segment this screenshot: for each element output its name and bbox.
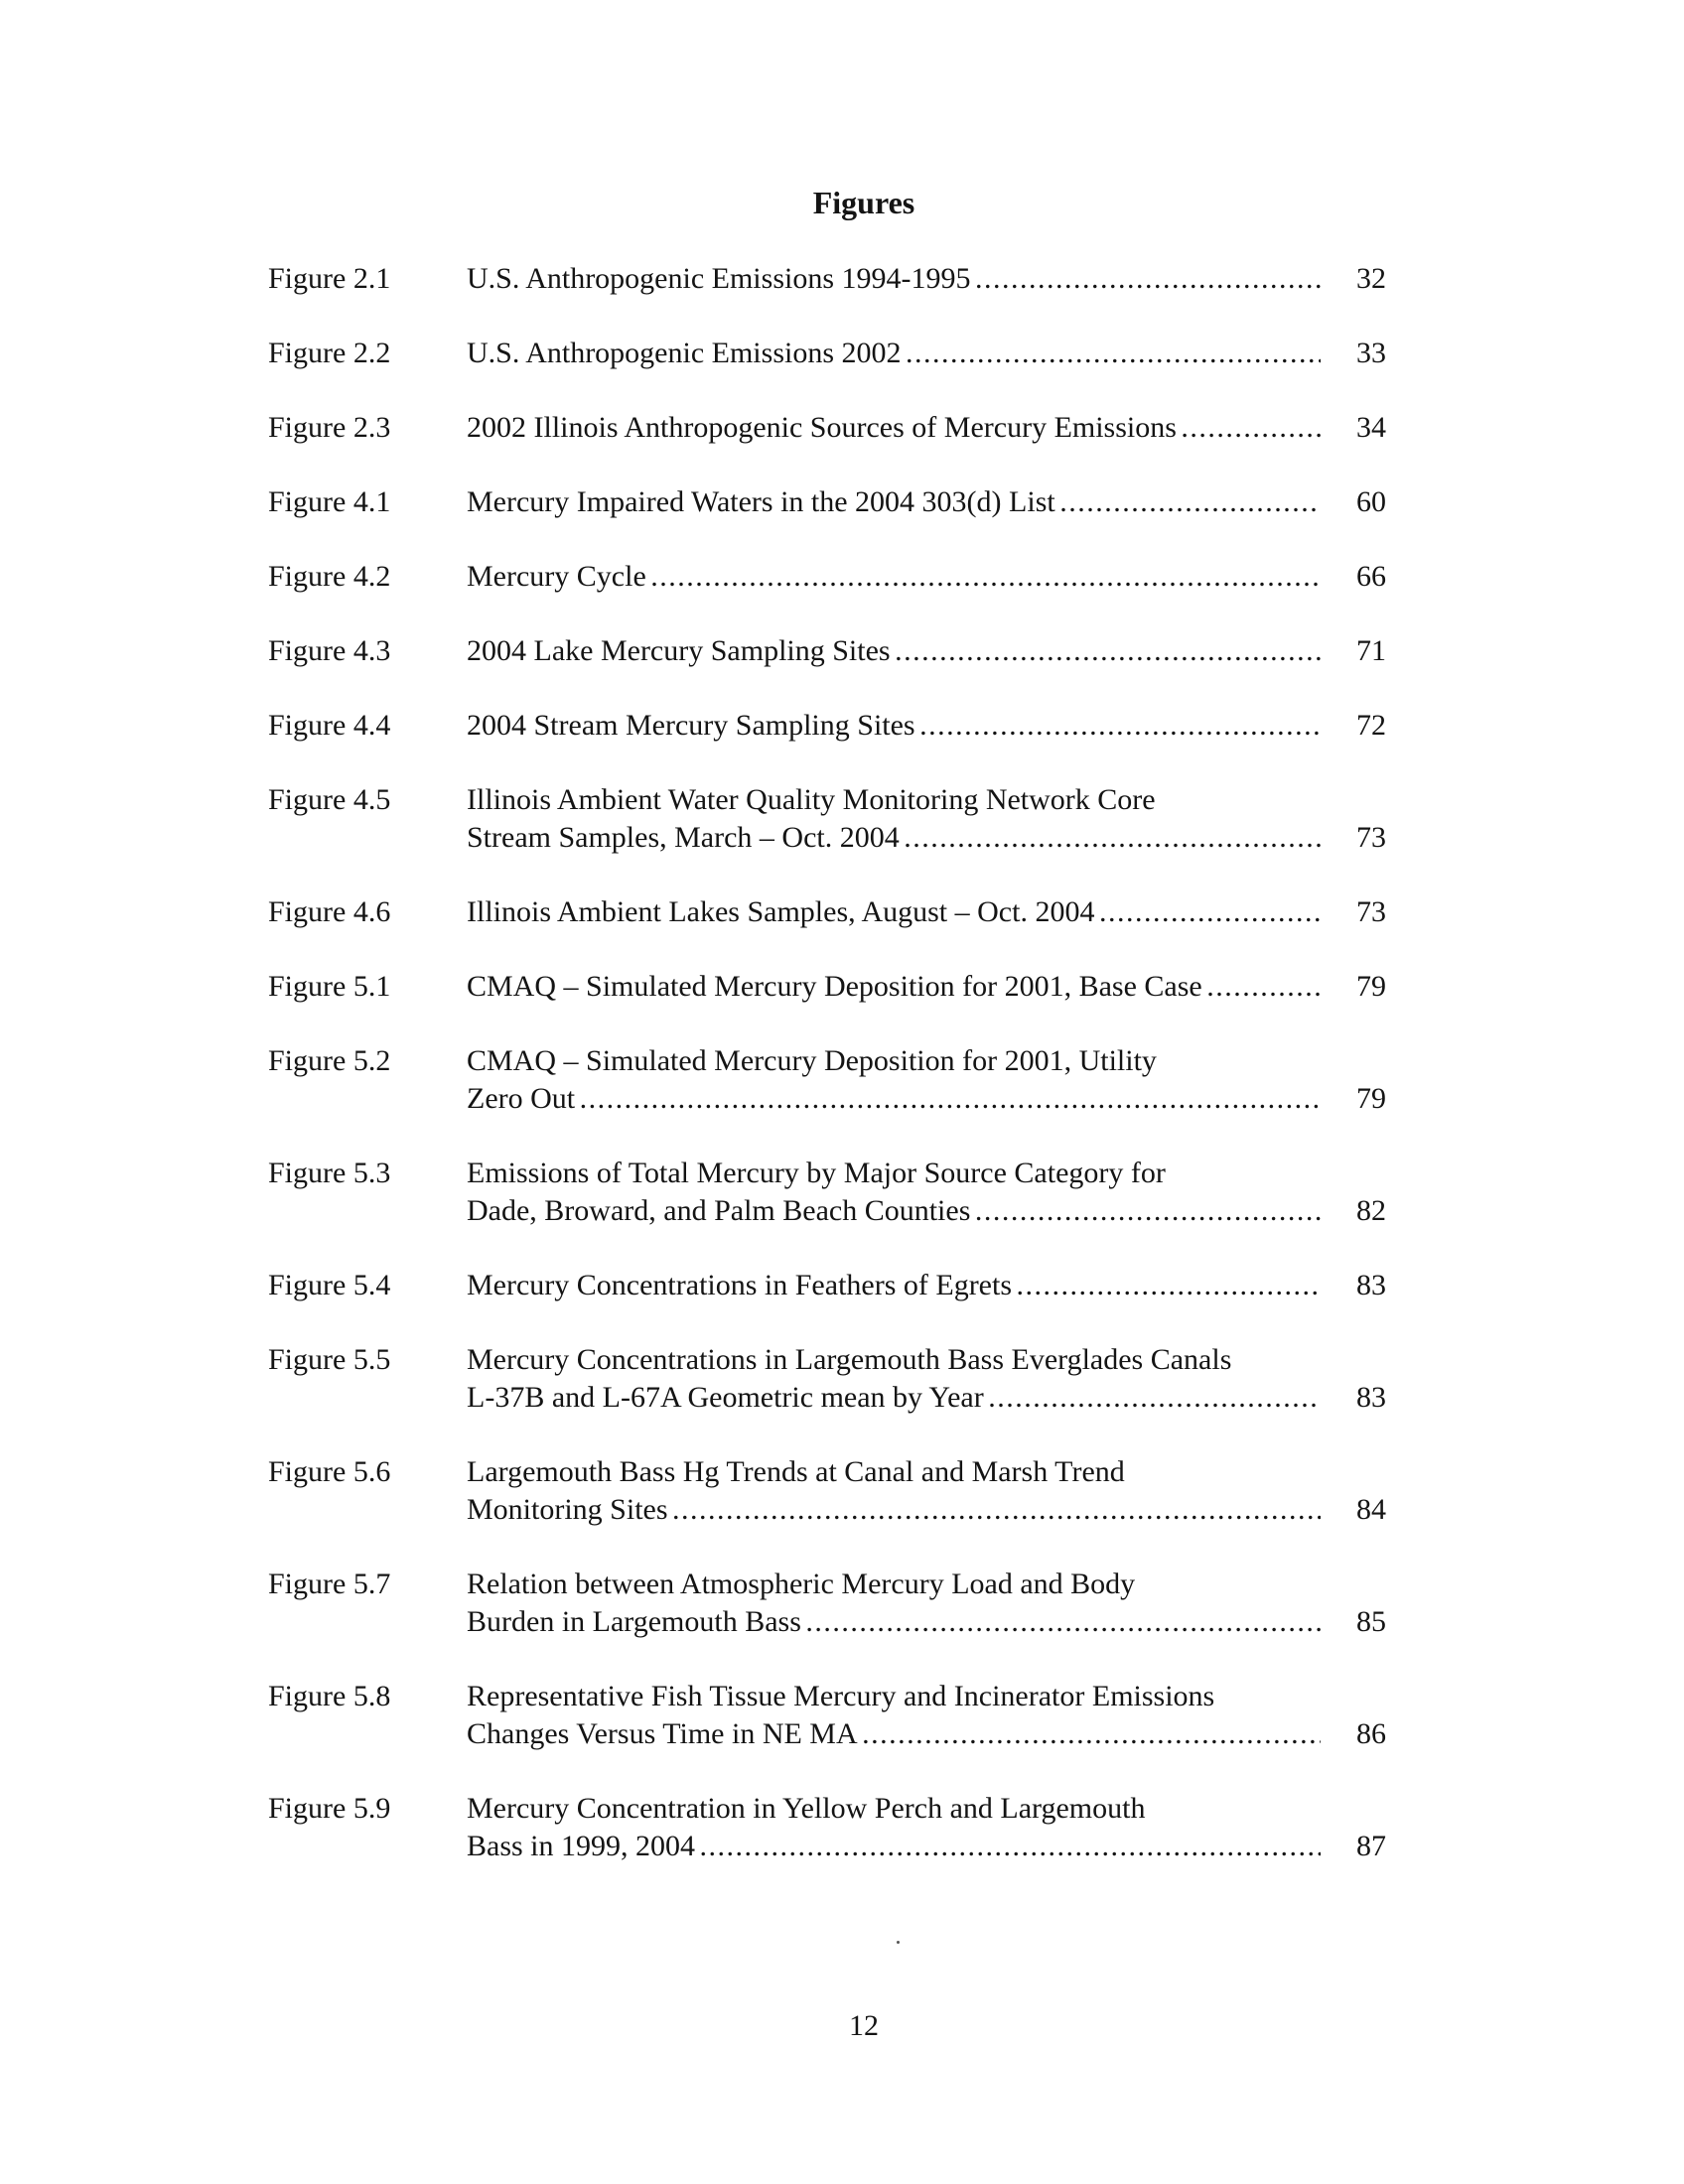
figure-title-line: Illinois Ambient Water Quality Monitoring Network Core	[467, 783, 1156, 816]
figure-page-number: 72	[1356, 709, 1386, 742]
figure-title	[467, 409, 1321, 447]
figure-title-line: Dade, Broward, and Palm Beach Counties . . .	[467, 1192, 1321, 1230]
figure-page-number: 83	[1356, 1381, 1386, 1414]
figure-title	[467, 968, 1321, 1006]
figure-label: Figure 2.2	[268, 337, 391, 369]
figure-page-number: 79	[1356, 970, 1386, 1003]
figure-title-line: Mercury Concentrations in Largemouth Bass Everglades Canals	[467, 1343, 1232, 1376]
figure-title-line: 2002 Illinois Anthropogenic Sources of Mercury Emissions . . .	[467, 409, 1321, 447]
figure-label: Figure 5.2	[268, 1044, 391, 1077]
figure-label: Figure 5.5	[268, 1343, 391, 1376]
figure-page-number: 85	[1356, 1605, 1386, 1638]
figure-page-number: 34	[1356, 411, 1386, 444]
figure-label: Figure 4.2	[268, 560, 391, 593]
figure-title-line: Emissions of Total Mercury by Major Source Category for	[467, 1157, 1166, 1189]
figure-title	[467, 483, 1321, 521]
figure-title-line: CMAQ – Simulated Mercury Deposition for 2001, Base Case . . .	[467, 968, 1321, 1006]
figure-title	[467, 781, 1321, 857]
figure-title	[467, 1155, 1321, 1230]
figure-title-line: Mercury Cycle . . .	[467, 558, 1321, 596]
figure-label: Figure 4.4	[268, 709, 391, 742]
figure-title	[467, 632, 1321, 670]
figure-title-line: Representative Fish Tissue Mercury and Incinerator Emissions	[467, 1680, 1215, 1712]
figure-label: Figure 2.1	[268, 262, 391, 295]
figure-label: Figure 4.3	[268, 634, 391, 667]
figure-page-number: 86	[1356, 1717, 1386, 1750]
figure-page-number: 66	[1356, 560, 1386, 593]
figure-page-number: 82	[1356, 1194, 1386, 1227]
figure-page-number: 73	[1356, 821, 1386, 854]
figure-title	[467, 1566, 1321, 1641]
figure-label: Figure 5.1	[268, 970, 391, 1003]
figure-label: Figure 4.1	[268, 485, 391, 518]
figure-title-line: Changes Versus Time in NE MA . . .	[467, 1715, 1321, 1753]
figure-title-line: Mercury Impaired Waters in the 2004 303(d) List . . .	[467, 483, 1321, 521]
figure-label: Figure 4.5	[268, 783, 391, 816]
figure-label: Figure 5.7	[268, 1568, 391, 1600]
figure-label: Figure 5.4	[268, 1269, 391, 1301]
figure-label: Figure 5.6	[268, 1455, 391, 1488]
figure-label: Figure 5.9	[268, 1792, 391, 1825]
figure-page-number: 73	[1356, 895, 1386, 928]
figure-label: Figure 5.8	[268, 1680, 391, 1712]
figure-page-number: 60	[1356, 485, 1386, 518]
figure-title-line: Mercury Concentrations in Feathers of Egrets . . .	[467, 1267, 1321, 1304]
figure-page-number: 79	[1356, 1082, 1386, 1115]
figure-page-number: 33	[1356, 337, 1386, 369]
figure-page-number: 71	[1356, 634, 1386, 667]
figure-title-line: Monitoring Sites . . .	[467, 1491, 1321, 1529]
figure-title	[467, 893, 1321, 931]
figure-title-line: U.S. Anthropogenic Emissions 1994-1995 . . .	[467, 260, 1321, 298]
figure-title-line: Bass in 1999, 2004 . . .	[467, 1828, 1321, 1865]
figure-title-line: Illinois Ambient Lakes Samples, August – Oct. 2004 . . .	[467, 893, 1321, 931]
figure-page-number: 32	[1356, 262, 1386, 295]
figure-title-line: Zero Out . . .	[467, 1080, 1321, 1118]
figure-page-number: 84	[1356, 1493, 1386, 1526]
figure-title-line: U.S. Anthropogenic Emissions 2002 . . .	[467, 335, 1321, 372]
figure-title	[467, 1790, 1321, 1865]
figure-title-line: CMAQ – Simulated Mercury Deposition for 2001, Utility	[467, 1044, 1157, 1077]
page-title: Figures	[812, 185, 915, 220]
figure-title	[467, 1267, 1321, 1304]
figure-title-line: 2004 Stream Mercury Sampling Sites . . .	[467, 707, 1321, 745]
figure-title-line: Mercury Concentration in Yellow Perch and Largemouth	[467, 1792, 1146, 1825]
figure-page-number: 83	[1356, 1269, 1386, 1301]
figure-title-line: Largemouth Bass Hg Trends at Canal and Marsh Trend	[467, 1455, 1125, 1488]
stray-mark	[897, 1941, 900, 1944]
figure-title	[467, 1341, 1321, 1417]
figure-title	[467, 1453, 1321, 1529]
figure-title-line: Relation between Atmospheric Mercury Load and Body	[467, 1568, 1136, 1600]
figure-title-line: L-37B and L-67A Geometric mean by Year . . .	[467, 1379, 1321, 1417]
figure-title-line: Stream Samples, March – Oct. 2004 . . .	[467, 819, 1321, 857]
figure-title	[467, 335, 1321, 372]
figure-title-line: 2004 Lake Mercury Sampling Sites . . .	[467, 632, 1321, 670]
figure-title-line: Burden in Largemouth Bass . . .	[467, 1603, 1321, 1641]
figure-title	[467, 558, 1321, 596]
figure-title	[467, 260, 1321, 298]
figure-page-number: 87	[1356, 1830, 1386, 1862]
figure-label: Figure 4.6	[268, 895, 391, 928]
page-number: 12	[849, 2009, 879, 2042]
figure-title	[467, 1678, 1321, 1753]
figure-title	[467, 707, 1321, 745]
figure-title	[467, 1042, 1321, 1118]
figure-label: Figure 2.3	[268, 411, 391, 444]
figure-label: Figure 5.3	[268, 1157, 391, 1189]
